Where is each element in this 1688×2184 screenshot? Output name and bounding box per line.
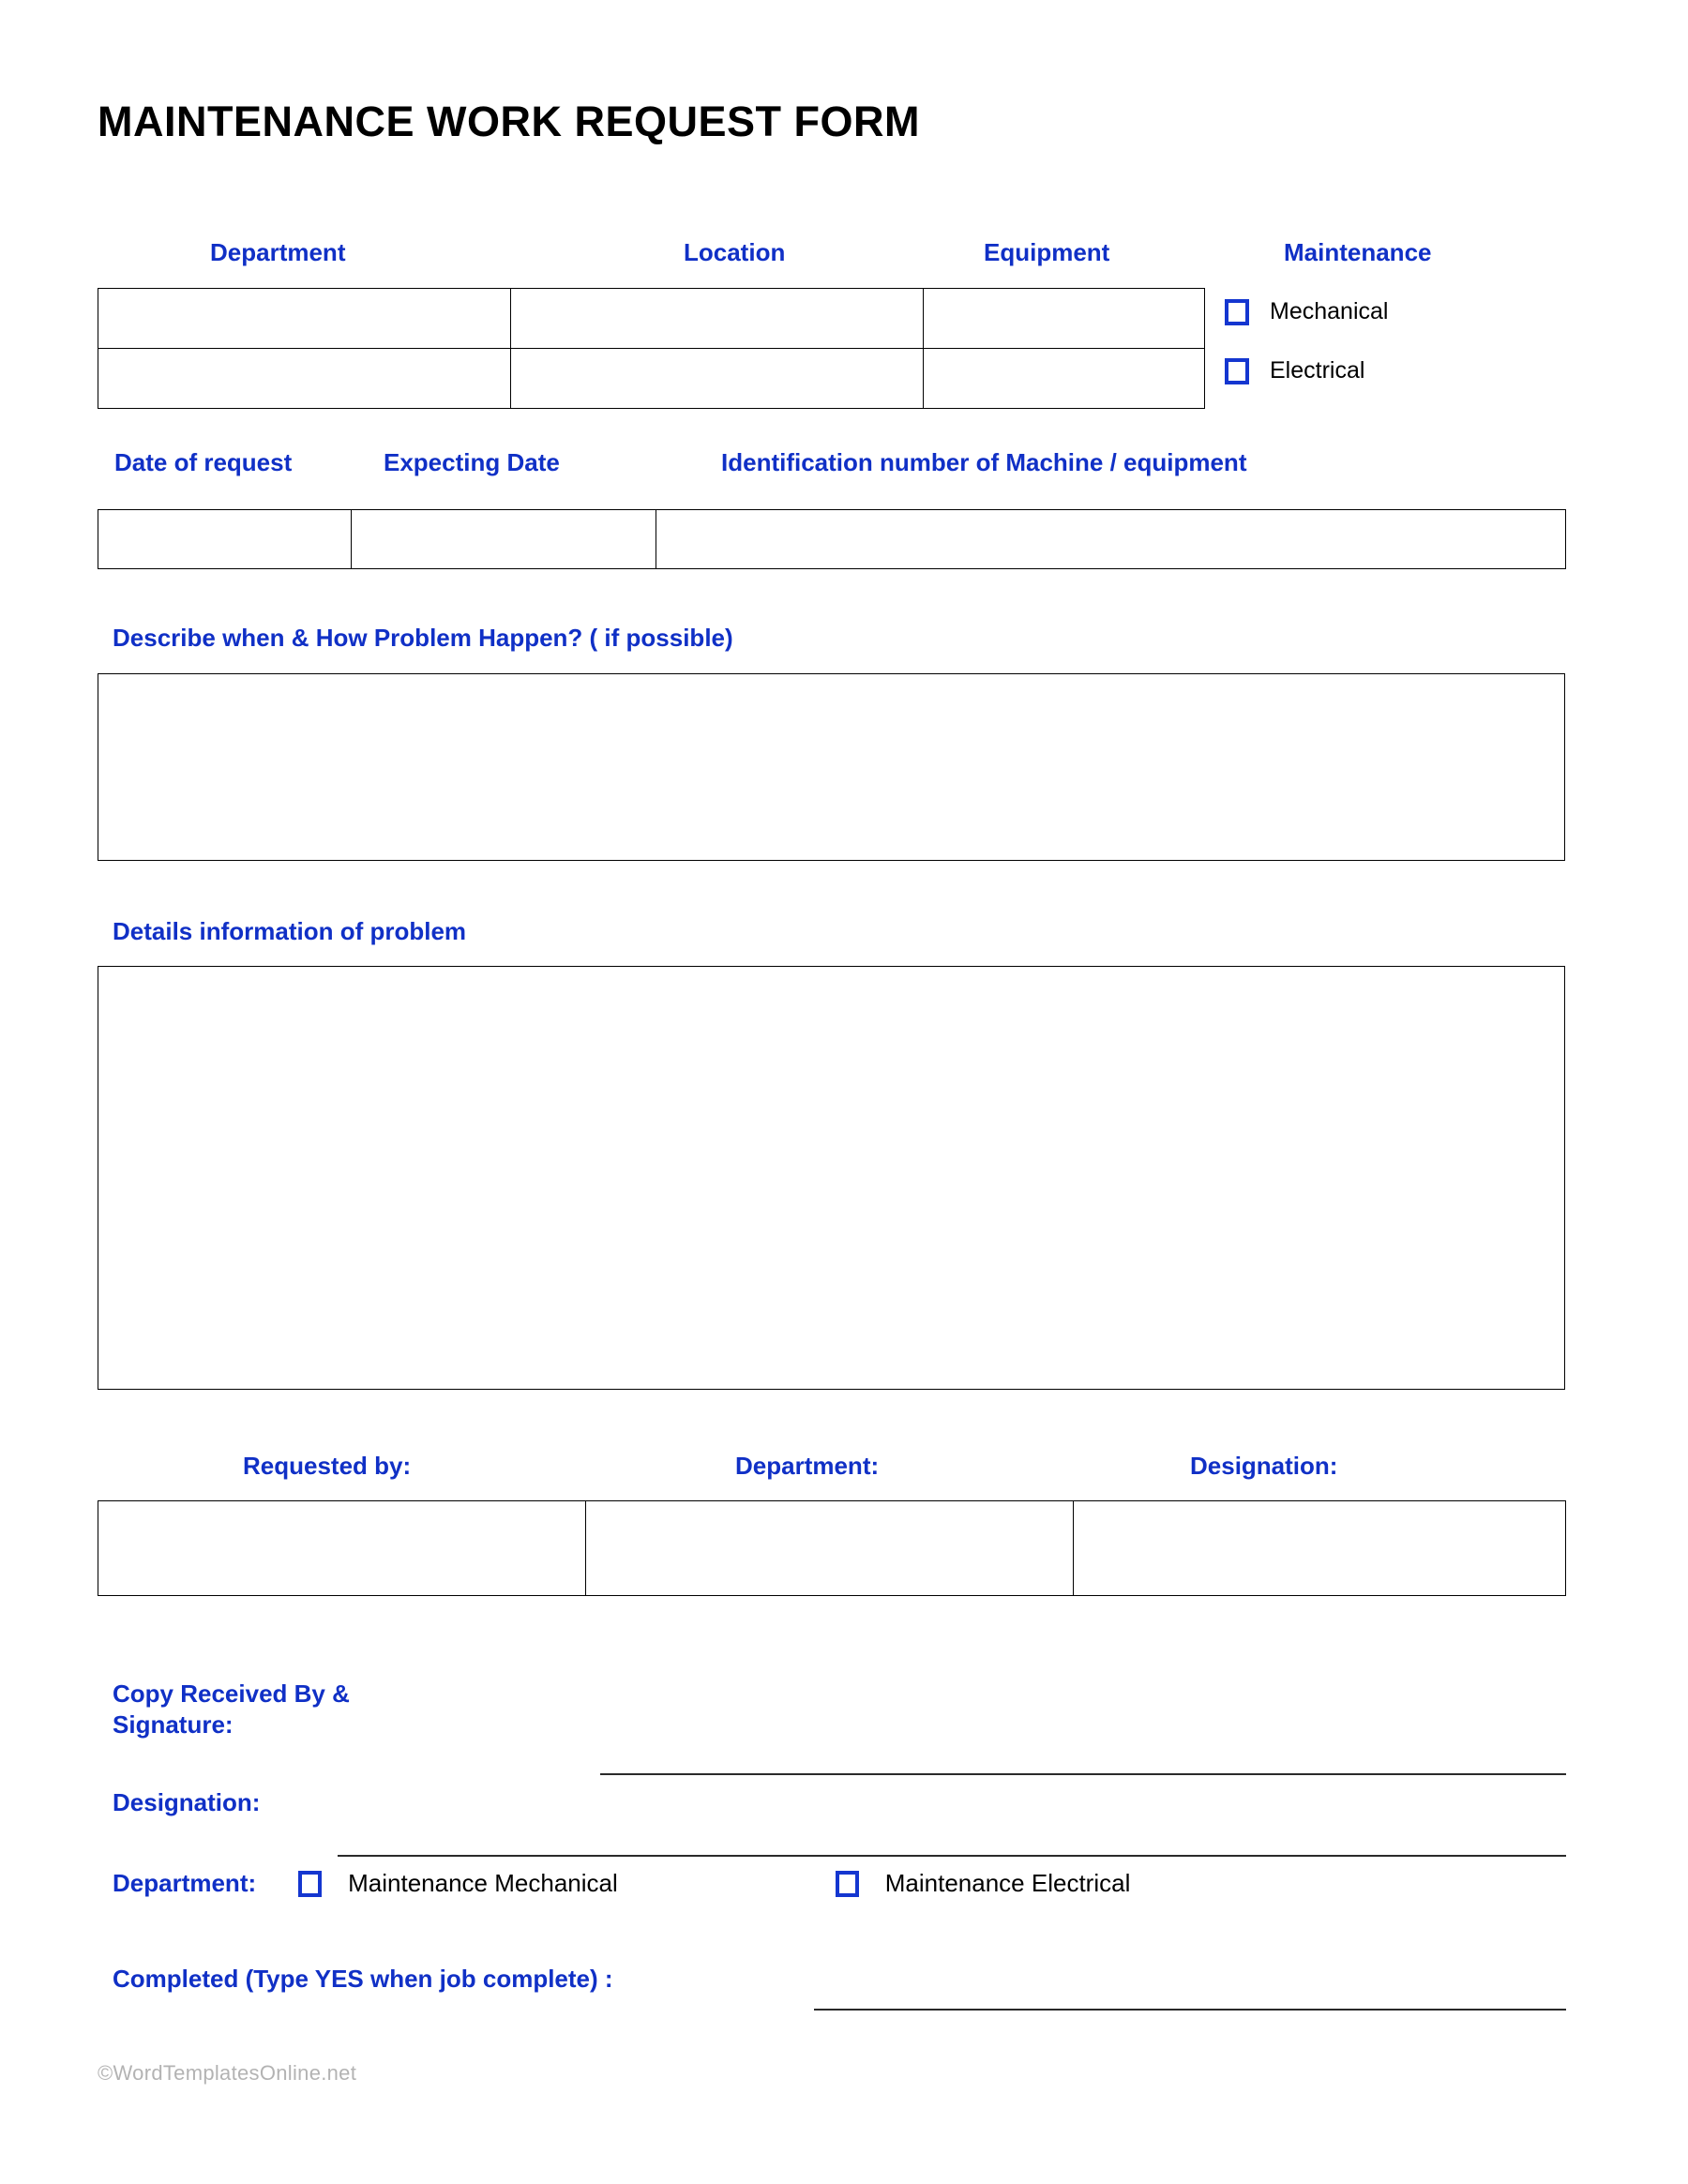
cell-equipment-1[interactable] bbox=[924, 289, 1205, 349]
copy-received-line-2: Signature: bbox=[113, 1710, 234, 1740]
table-row bbox=[98, 349, 1205, 409]
cell-requested-by[interactable] bbox=[98, 1501, 586, 1596]
department-option-maintenance-electrical[interactable] bbox=[836, 1869, 1131, 1898]
header-department-2: Department: bbox=[735, 1452, 880, 1480]
maintenance-option-electrical[interactable] bbox=[1225, 357, 1364, 384]
header-maintenance: Maintenance bbox=[1284, 238, 1432, 266]
cell-date-of-request[interactable] bbox=[98, 510, 352, 569]
header-equipment: Equipment bbox=[984, 238, 1110, 266]
header-department: Department bbox=[210, 238, 346, 266]
header-location: Location bbox=[684, 238, 786, 266]
label-copy-received-by-signature bbox=[113, 1679, 350, 1741]
copy-received-line-1: Copy Received By & bbox=[113, 1679, 350, 1708]
label-completed: Completed (Type YES when job complete) : bbox=[113, 1965, 613, 1993]
table-row bbox=[98, 510, 1566, 569]
table-row bbox=[98, 289, 1205, 349]
cell-designation[interactable] bbox=[1074, 1501, 1566, 1596]
checkbox-icon[interactable] bbox=[298, 1871, 322, 1897]
receipt-department-row bbox=[113, 1869, 1130, 1898]
department-option-label: Maintenance Electrical bbox=[884, 1869, 1131, 1897]
header-requested-by: Requested by: bbox=[243, 1452, 412, 1480]
signature-input-line[interactable] bbox=[600, 1773, 1566, 1775]
maintenance-option-label: Mechanical bbox=[1270, 298, 1389, 324]
checkbox-icon[interactable] bbox=[1225, 299, 1249, 325]
cell-department-2[interactable] bbox=[98, 349, 511, 409]
footer-credit: ©WordTemplatesOnline.net bbox=[98, 2061, 357, 2085]
department-option-maintenance-mechanical[interactable] bbox=[298, 1869, 618, 1898]
header-date-of-request: Date of request bbox=[114, 448, 293, 476]
checkbox-icon[interactable] bbox=[836, 1871, 859, 1897]
label-receipt-department: Department: bbox=[113, 1869, 257, 1897]
maintenance-option-mechanical[interactable] bbox=[1225, 298, 1388, 325]
cell-identification-number[interactable] bbox=[656, 510, 1566, 569]
cell-location-2[interactable] bbox=[511, 349, 924, 409]
department-option-label: Maintenance Mechanical bbox=[348, 1869, 618, 1897]
date-table-header-row bbox=[98, 448, 1570, 482]
cell-department-1[interactable] bbox=[98, 289, 511, 349]
cell-equipment-2[interactable] bbox=[924, 349, 1205, 409]
requested-by-table bbox=[98, 1500, 1566, 1596]
label-receipt-designation: Designation: bbox=[113, 1788, 261, 1816]
main-info-table bbox=[98, 288, 1205, 409]
describe-problem-textarea[interactable] bbox=[98, 673, 1565, 861]
checkbox-icon[interactable] bbox=[1225, 358, 1249, 384]
label-details-of-problem: Details information of problem bbox=[113, 917, 467, 945]
maintenance-option-label: Electrical bbox=[1270, 357, 1365, 384]
completed-input-line[interactable] bbox=[814, 2009, 1566, 2011]
details-of-problem-textarea[interactable] bbox=[98, 966, 1565, 1390]
cell-expecting-date[interactable] bbox=[352, 510, 656, 569]
label-describe-problem: Describe when & How Problem Happen? ( if possible) bbox=[113, 624, 733, 652]
header-expecting-date: Expecting Date bbox=[384, 448, 560, 476]
cell-department[interactable] bbox=[586, 1501, 1074, 1596]
main-table-header-row bbox=[98, 238, 1570, 272]
designation-input-line[interactable] bbox=[338, 1855, 1566, 1857]
table-row bbox=[98, 1501, 1566, 1596]
header-designation: Designation: bbox=[1190, 1452, 1338, 1480]
date-info-table bbox=[98, 509, 1566, 569]
header-identification-number: Identification number of Machine / equipment bbox=[721, 448, 1247, 476]
requested-by-header-row bbox=[98, 1452, 1570, 1485]
cell-location-1[interactable] bbox=[511, 289, 924, 349]
page-title: MAINTENANCE WORK REQUEST FORM bbox=[98, 98, 920, 145]
